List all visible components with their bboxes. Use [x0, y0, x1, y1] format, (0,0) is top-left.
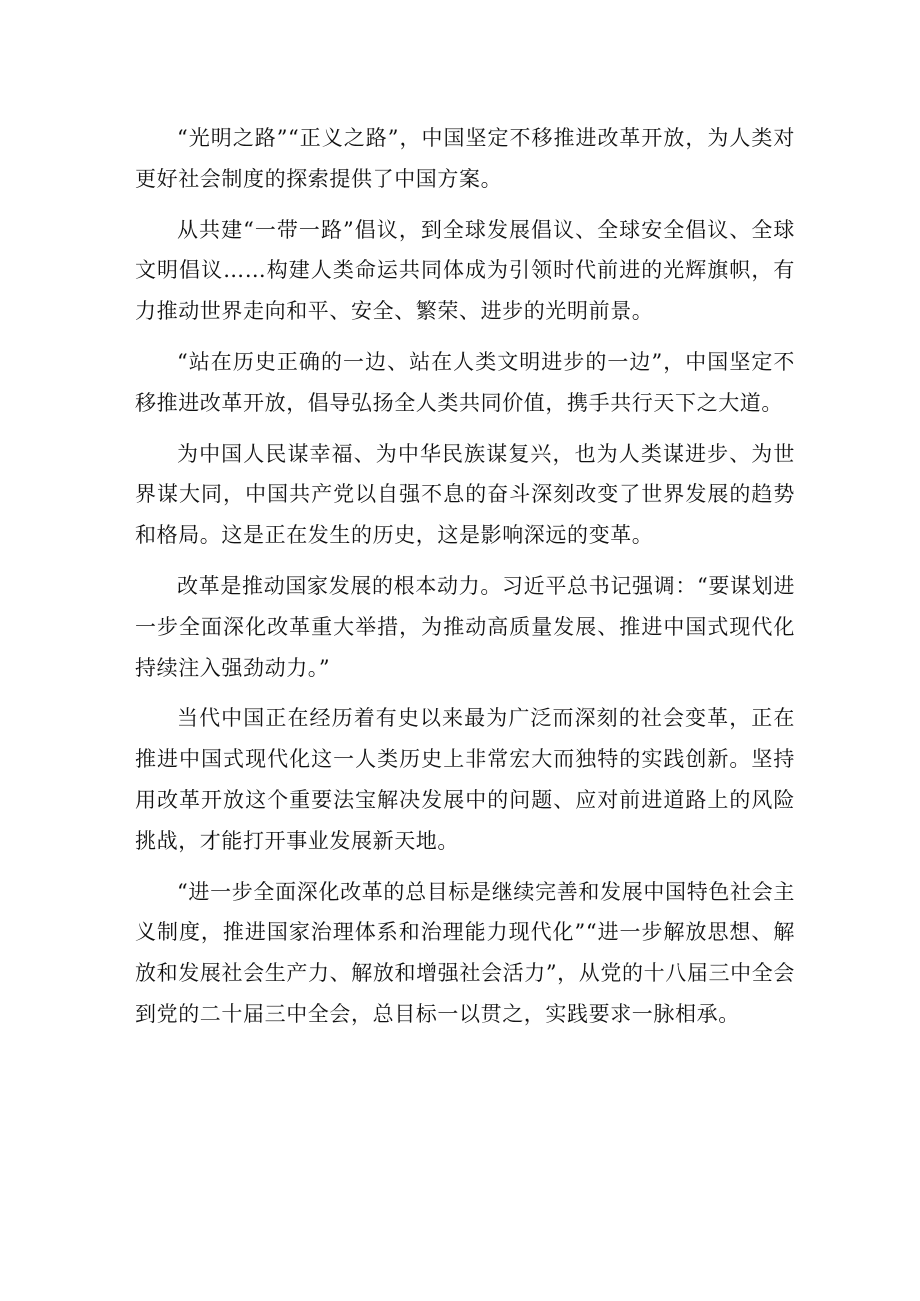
paragraph-3: “站在历史正确的一边、站在人类文明进步的一边”，中国坚定不移推进改革开放，倡导弘扬全人类共同价值，携手共行天下之大道。: [135, 349, 795, 415]
document-page: [135, 118, 795, 1035]
paragraph-6: 当代中国正在经历着有史以来最为广泛而深刻的社会变革，正在推进中国式现代化这一人类历史上非常宏大而独特的实践创新。坚持用改革开放这个重要法宝解决发展中的问题、应对前进道路上的风险挑战，才能打开事业发展新天地。: [135, 706, 795, 853]
paragraph-2: 从共建“一带一路”倡议，到全球发展倡议、全球安全倡议、全球文明倡议……构建人类命运共同体成为引领时代前进的光辉旗帜，有力推动世界走向和平、安全、繁荣、进步的光明前景。: [135, 217, 795, 324]
paragraph-4: 为中国人民谋幸福、为中华民族谋复兴，也为人类谋进步、为世界谋大同，中国共产党以自强不息的奋斗深刻改变了世界发展的趋势和格局。这是正在发生的历史，这是影响深远的变革。: [135, 441, 795, 548]
paragraph-5: 改革是推动国家发展的根本动力。习近平总书记强调：“要谋划进一步全面深化改革重大举措，为推动高质量发展、推进中国式现代化持续注入强劲动力。”: [135, 573, 795, 680]
paragraph-1: “光明之路”“正义之路”，中国坚定不移推进改革开放，为人类对更好社会制度的探索提供了中国方案。: [135, 126, 795, 191]
paragraph-7: “进一步全面深化改革的总目标是继续完善和发展中国特色社会主义制度，推进国家治理体系和治理能力现代化”“进一步解放思想、解放和发展社会生产力、解放和增强社会活力”，从党的十八届三中全会到党的二十届三中全会，总目标一以贯之，实践要求一脉相承。: [135, 879, 795, 1026]
